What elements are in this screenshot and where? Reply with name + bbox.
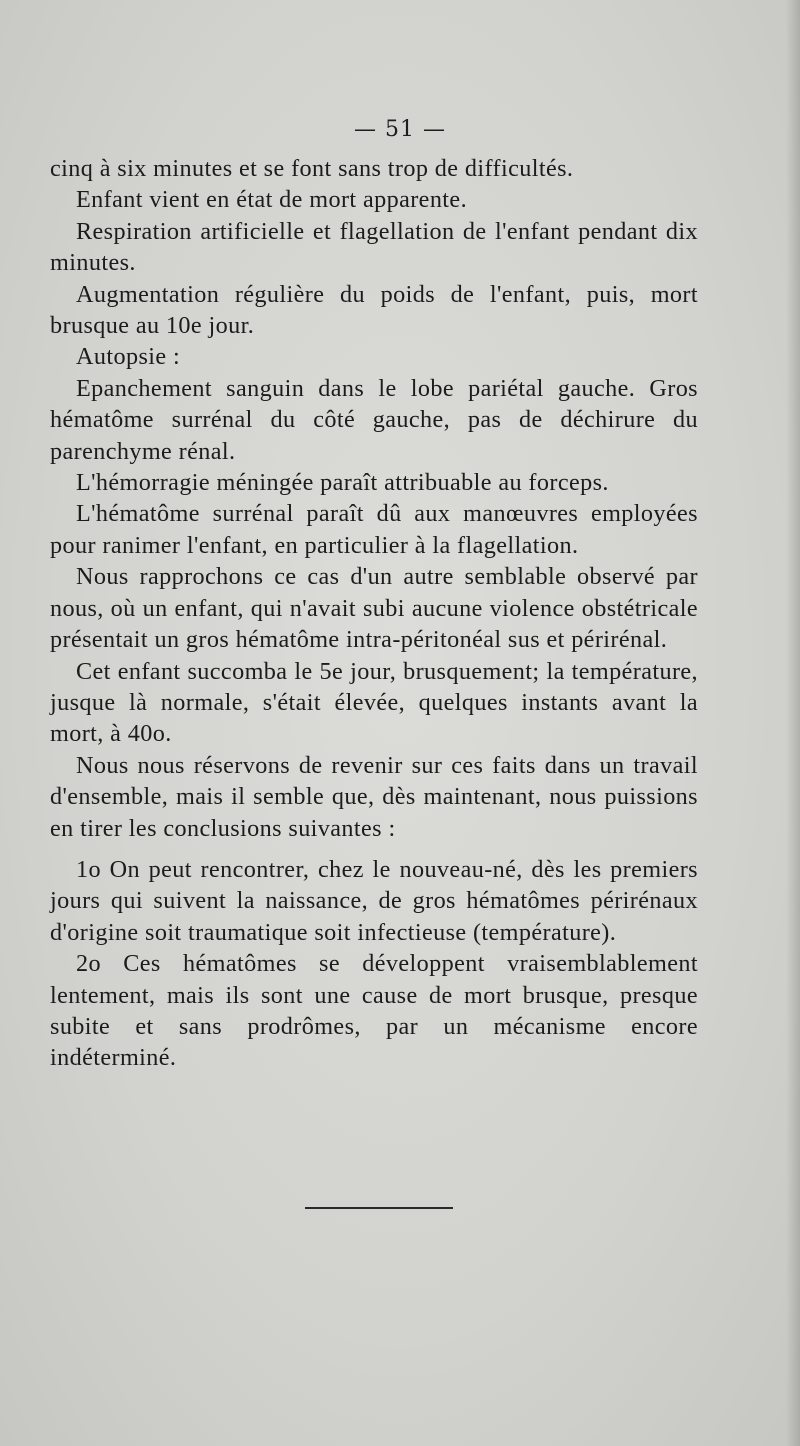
paragraph: Cet enfant succomba le 5e jour, brusquement; la température, jusque là normale, s'était élevée, quelques instants avant la mort, à 40o.: [50, 657, 698, 748]
paragraph: L'hémorragie méningée paraît attribuable au forceps.: [76, 469, 609, 497]
page-edge-shadow: [786, 0, 800, 1446]
body-text: [50, 153, 698, 1074]
page-number: — 51 —: [354, 117, 446, 142]
conclusion-item-2: 2o Ces hématômes se développent vraisemblablement lentement, mais ils sont une cause de mort brusque, presque subite et sans prodrômes, par un mécanisme encore indéterminé.: [50, 950, 698, 1072]
paragraph: Nous nous réservons de revenir sur ces faits dans un travail d'ensemble, mais il semble que, dès maintenant, nous puissions en tirer les conclusions suivantes :: [50, 751, 698, 842]
end-rule: [305, 1207, 453, 1209]
paragraph-heading-autopsie: Autopsie :: [76, 343, 181, 371]
paragraph: Augmentation régulière du poids de l'enfant, puis, mort brusque au 10e jour.: [50, 280, 698, 340]
conclusion-item-1: 1o On peut rencontrer, chez le nouveau-né, dès les premiers jours qui suivent la naissance, de gros hématômes périrénaux d'origine soit traumatique soit infectieuse (température).: [50, 855, 698, 946]
paragraph: Nous rapprochons ce cas d'un autre semblable observé par nous, où un enfant, qui n'avait subi aucune violence obstétricale présentait un gros hématôme intra-péritonéal sus et périrénal.: [50, 563, 698, 654]
paragraph: Respiration artificielle et flagellation de l'enfant pendant dix minutes.: [50, 217, 698, 277]
paragraph-continuation: cinq à six minutes et se font sans trop de difficultés.: [50, 155, 574, 182]
paragraph: Enfant vient en état de mort apparente.: [76, 186, 468, 214]
paragraph: Epanchement sanguin dans le lobe pariétal gauche. Gros hématôme surrénal du côté gauche, pas de déchirure du parenchyme rénal.: [50, 374, 698, 465]
paragraph: L'hématôme surrénal paraît dû aux manœuvres employées pour ranimer l'enfant, en particulier à la flagellation.: [50, 500, 698, 559]
